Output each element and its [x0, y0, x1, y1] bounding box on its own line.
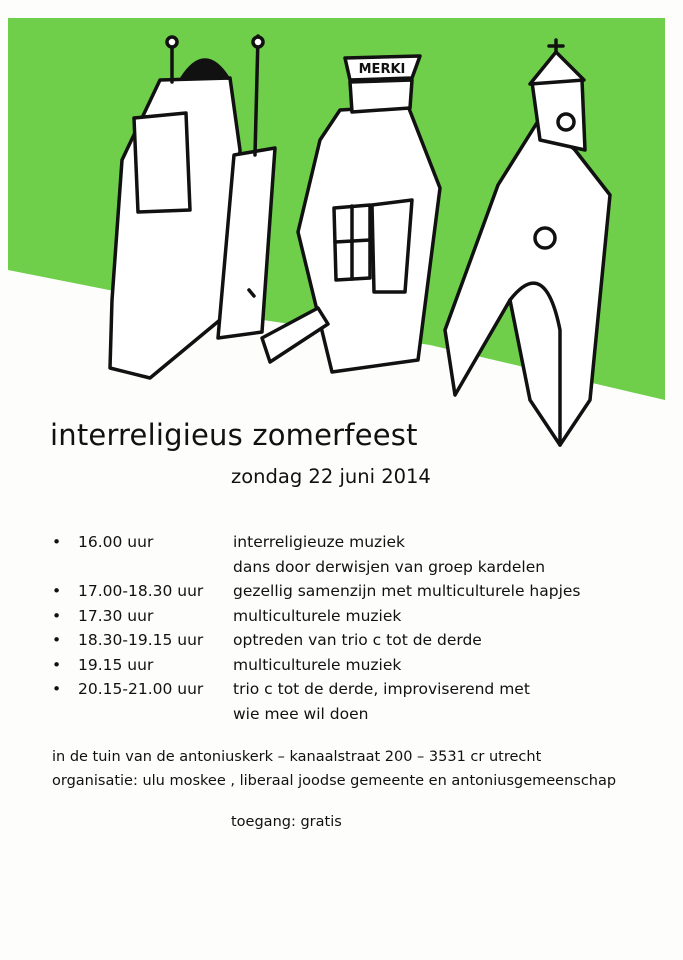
bullet: • — [52, 582, 62, 600]
bullet: • — [52, 533, 62, 551]
schedule-row — [52, 555, 652, 580]
buildings-illustration — [0, 0, 683, 460]
schedule-description: trio c tot de derde, improviserend met — [233, 680, 530, 698]
synagogue-sign-text: MERKI — [358, 62, 406, 77]
schedule-time: 17.30 uur — [78, 606, 154, 625]
schedule-description: multiculturele muziek — [233, 606, 402, 625]
schedule-description: optreden van trio c tot de derde — [233, 631, 482, 649]
entry-fee: toegang: gratis — [231, 814, 342, 830]
schedule-row — [52, 677, 652, 702]
schedule-time: 20.15-21.00 uur — [78, 680, 204, 698]
bullet: • — [52, 631, 62, 649]
schedule-row — [52, 628, 652, 653]
schedule-description: wie mee wil doen — [233, 704, 369, 723]
schedule-row — [52, 653, 652, 678]
schedule-description: dans door derwisjen van groep kardelen — [233, 557, 546, 576]
organisation-text: organisatie: ulu moskee , liberaal joodse gemeente en antoniusgemeenschap — [52, 773, 617, 789]
schedule-time: 18.30-19.15 uur — [78, 631, 204, 649]
schedule-time: 17.00-18.30 uur — [78, 582, 204, 600]
poster-title: interreligieus zomerfeest — [50, 418, 418, 452]
event-date: zondag 22 juni 2014 — [231, 465, 431, 488]
schedule-description: gezellig samenzijn met multiculturele hapjes — [233, 582, 581, 600]
schedule-time: 16.00 uur — [78, 533, 154, 551]
schedule-list — [52, 530, 652, 726]
schedule-row — [52, 579, 652, 604]
footer-info — [52, 745, 616, 793]
location-text: in de tuin van de antoniuskerk – kanaalstraat 200 – 3531 cr utrecht — [52, 749, 542, 765]
schedule-row — [52, 702, 652, 727]
schedule-row — [52, 530, 652, 555]
bullet: • — [52, 606, 62, 625]
schedule-row — [52, 604, 652, 629]
schedule-description: interreligieuze muziek — [233, 533, 406, 551]
schedule-description: multiculturele muziek — [233, 655, 402, 674]
bullet: • — [52, 655, 62, 674]
bullet: • — [52, 680, 62, 698]
schedule-time: 19.15 uur — [78, 655, 154, 674]
